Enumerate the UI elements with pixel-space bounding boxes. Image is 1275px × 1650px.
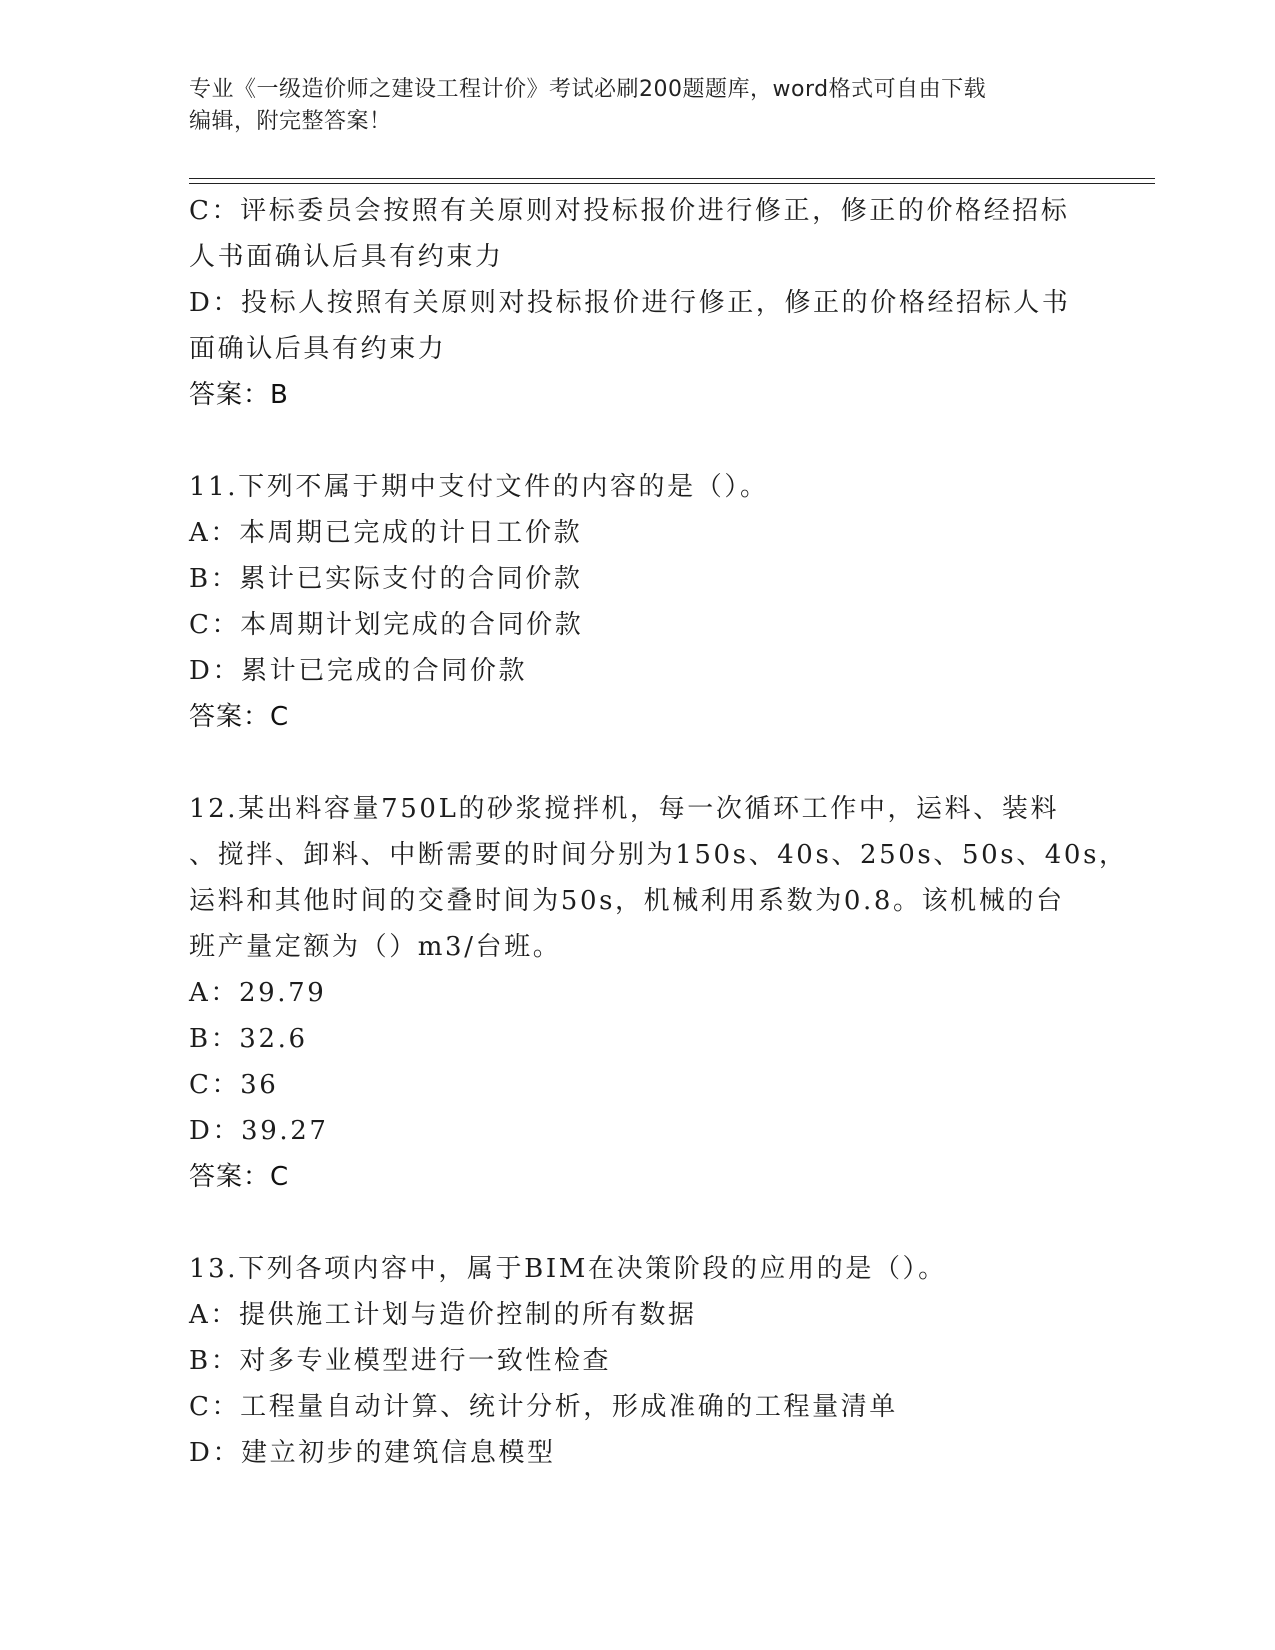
option-d: D：建立初步的建筑信息模型	[189, 1438, 556, 1468]
question-stem: 13.下列各项内容中，属于BIM在决策阶段的应用的是（）。	[189, 1254, 947, 1284]
option-b: B：对多专业模型进行一致性检查	[189, 1346, 612, 1376]
option-b: B：累计已实际支付的合同价款	[189, 564, 583, 594]
question-stem-line-2: 、搅拌、卸料、中断需要的时间分别为150s、40s、250s、50s、40s，	[189, 840, 1128, 870]
option-d-line-2: 面确认后具有约束力	[189, 334, 447, 364]
answer-line: 答案：C	[189, 1162, 290, 1192]
header-divider-bottom	[189, 183, 1155, 184]
document-header	[189, 74, 1089, 138]
question-stem-line-3: 运料和其他时间的交叠时间为50s，机械利用系数为0.8。该机械的台	[189, 886, 1065, 916]
question-11	[189, 464, 1089, 740]
spacer	[189, 740, 1089, 786]
option-b: B：32.6	[189, 1024, 308, 1054]
option-a: A：本周期已完成的计日工价款	[189, 518, 583, 548]
continued-question	[189, 188, 1089, 418]
question-stem: 11.下列不属于期中支付文件的内容的是（）。	[189, 472, 769, 502]
option-c-line-2: 人书面确认后具有约束力	[189, 242, 504, 272]
option-d-line-1: D：投标人按照有关原则对投标报价进行修正，修正的价格经招标人书	[189, 288, 1071, 318]
option-d: D：累计已完成的合同价款	[189, 656, 528, 686]
header-line-1: 专业《一级造价师之建设工程计价》考试必刷200题题库，word格式可自由下载	[189, 77, 987, 102]
option-d: D：39.27	[189, 1116, 329, 1146]
option-c: C：工程量自动计算、统计分析，形成准确的工程量清单	[189, 1392, 898, 1422]
option-c: C：36	[189, 1070, 279, 1100]
answer-line: 答案：C	[189, 702, 290, 732]
spacer	[189, 1200, 1089, 1246]
option-c-line-1: C：评标委员会按照有关原则对投标报价进行修正，修正的价格经招标	[189, 196, 1070, 226]
header-divider-top	[189, 178, 1155, 179]
question-stem-line-4: 班产量定额为（）m3/台班。	[189, 932, 562, 962]
answer-line: 答案：B	[189, 380, 289, 410]
question-12	[189, 786, 1128, 1200]
header-line-2: 编辑，附完整答案！	[189, 109, 392, 134]
option-a: A：提供施工计划与造价控制的所有数据	[189, 1300, 697, 1330]
option-c: C：本周期计划完成的合同价款	[189, 610, 584, 640]
option-a: A：29.79	[189, 978, 327, 1008]
question-stem-line-1: 12.某出料容量750L的砂浆搅拌机，每一次循环工作中，运料、装料	[189, 794, 1060, 824]
question-content	[189, 188, 1128, 1476]
spacer	[189, 418, 1089, 464]
question-13	[189, 1246, 1089, 1476]
